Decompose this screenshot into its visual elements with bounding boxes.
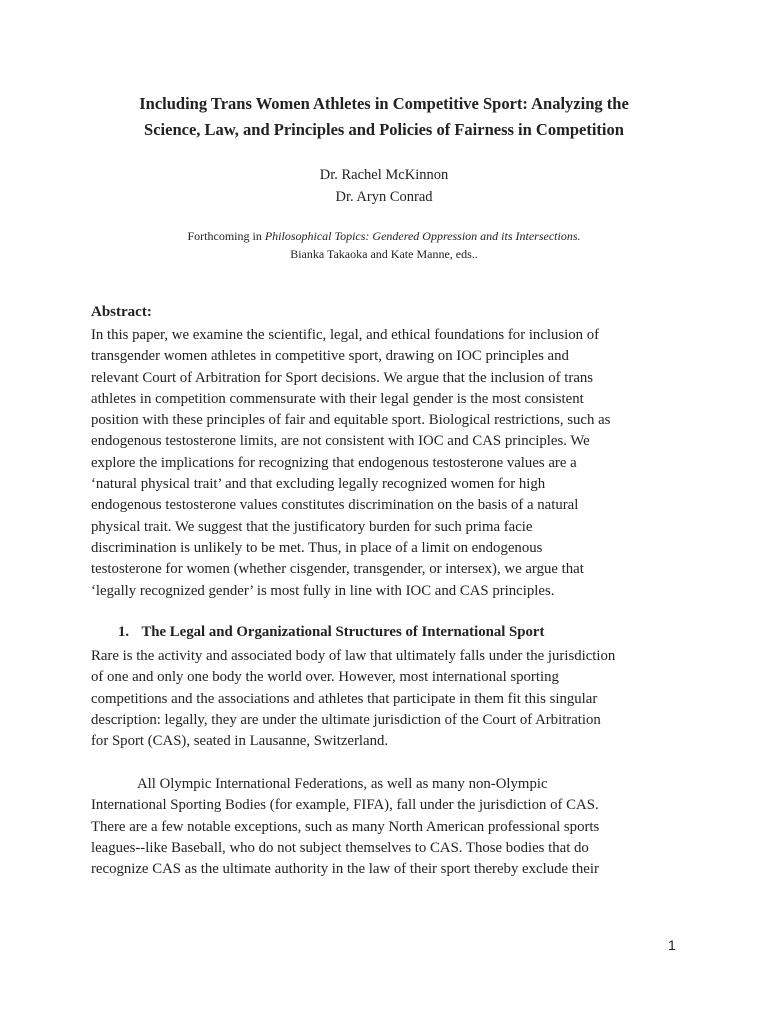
title-line: Including Trans Women Athletes in Competitive Sport: Analyzing the bbox=[139, 94, 629, 113]
abstract-line: transgender women athletes in competitive sport, drawing on IOC principles and bbox=[91, 348, 569, 365]
abstract-line: In this paper, we examine the scientific, legal, and ethical foundations for inclusion of bbox=[91, 327, 600, 343]
author-name: Dr. Rachel McKinnon bbox=[319, 167, 449, 183]
paragraph-line: for Sport (CAS), seated in Lausanne, Switzerland. bbox=[91, 733, 389, 750]
abstract-line: relevant Court of Arbitration for Sport decisions. We argue that the inclusion of trans bbox=[91, 369, 594, 386]
publication-info bbox=[0, 227, 768, 263]
section-paragraph bbox=[91, 646, 691, 752]
paragraph-line: of one and only one body the world over. However, most international sporting bbox=[91, 669, 559, 686]
paragraph-line: Rare is the activity and associated body of law that ultimately falls under the jurisdiction bbox=[91, 648, 616, 664]
abstract-line: ‘legally recognized gender’ is most fully in line with IOC and CAS principles. bbox=[91, 582, 555, 599]
paragraph-line: All Olympic International Federations, as well as many non-Olympic bbox=[137, 776, 548, 792]
paragraph-line: International Sporting Bodies (for example, FIFA), fall under the jurisdiction of CAS. bbox=[91, 797, 599, 814]
abstract-line: position with these principles of fair and equitable sport. Biological restrictions, such as bbox=[91, 412, 611, 429]
paragraph-line: recognize CAS as the ultimate authority in the law of their sport thereby exclude their bbox=[91, 861, 599, 878]
paragraph-line: There are a few notable exceptions, such as many North American professional sports bbox=[91, 818, 600, 835]
paper-title bbox=[60, 91, 708, 143]
section-heading bbox=[118, 624, 544, 641]
abstract-line: explore the implications for recognizing that endogenous testosterone values are a bbox=[91, 454, 577, 471]
paragraph-line: description: legally, they are under the ultimate jurisdiction of the Court of Arbitration bbox=[91, 711, 601, 728]
author-list bbox=[0, 164, 768, 208]
abstract-heading: Abstract: bbox=[91, 304, 152, 320]
publication-line bbox=[0, 227, 768, 245]
paragraph-line: leagues--like Baseball, who do not subject themselves to CAS. Those bodies that do bbox=[91, 839, 589, 856]
abstract-line: endogenous testosterone values constitutes discrimination on the basis of a natural bbox=[91, 497, 579, 514]
abstract-line: athletes in competition commensurate with their legal gender is the most consistent bbox=[91, 390, 584, 407]
abstract-line: testosterone for women (whether cisgender, transgender, or intersex), we argue that bbox=[91, 561, 584, 578]
editors-line: Bianka Takaoka and Kate Manne, eds.. bbox=[290, 247, 478, 261]
publication-prefix: Forthcoming in bbox=[187, 229, 265, 243]
abstract-line: ‘natural physical trait’ and that excluding legally recognized women for high bbox=[91, 476, 546, 493]
abstract-line: discrimination is unlikely to be met. Thus, in place of a limit on endogenous bbox=[91, 539, 543, 556]
abstract-line: physical trait. We suggest that the justificatory burden for such prima facie bbox=[91, 518, 533, 535]
abstract-body bbox=[91, 325, 691, 602]
paragraph-line: competitions and the associations and athletes that participate in them fit this singular bbox=[91, 690, 598, 707]
section-number: 1. bbox=[118, 624, 130, 640]
page-number: 1 bbox=[668, 937, 676, 953]
title-line: Science, Law, and Principles and Policies of Fairness in Competition bbox=[144, 120, 624, 139]
abstract-line: endogenous testosterone limits, are not consistent with IOC and CAS principles. We bbox=[91, 433, 590, 450]
author-name: Dr. Aryn Conrad bbox=[335, 189, 433, 205]
section-title: The Legal and Organizational Structures of International Sport bbox=[141, 624, 545, 640]
journal-name: Philosophical Topics: Gendered Oppression and its Intersections. bbox=[264, 229, 581, 243]
section-paragraph bbox=[91, 774, 691, 880]
